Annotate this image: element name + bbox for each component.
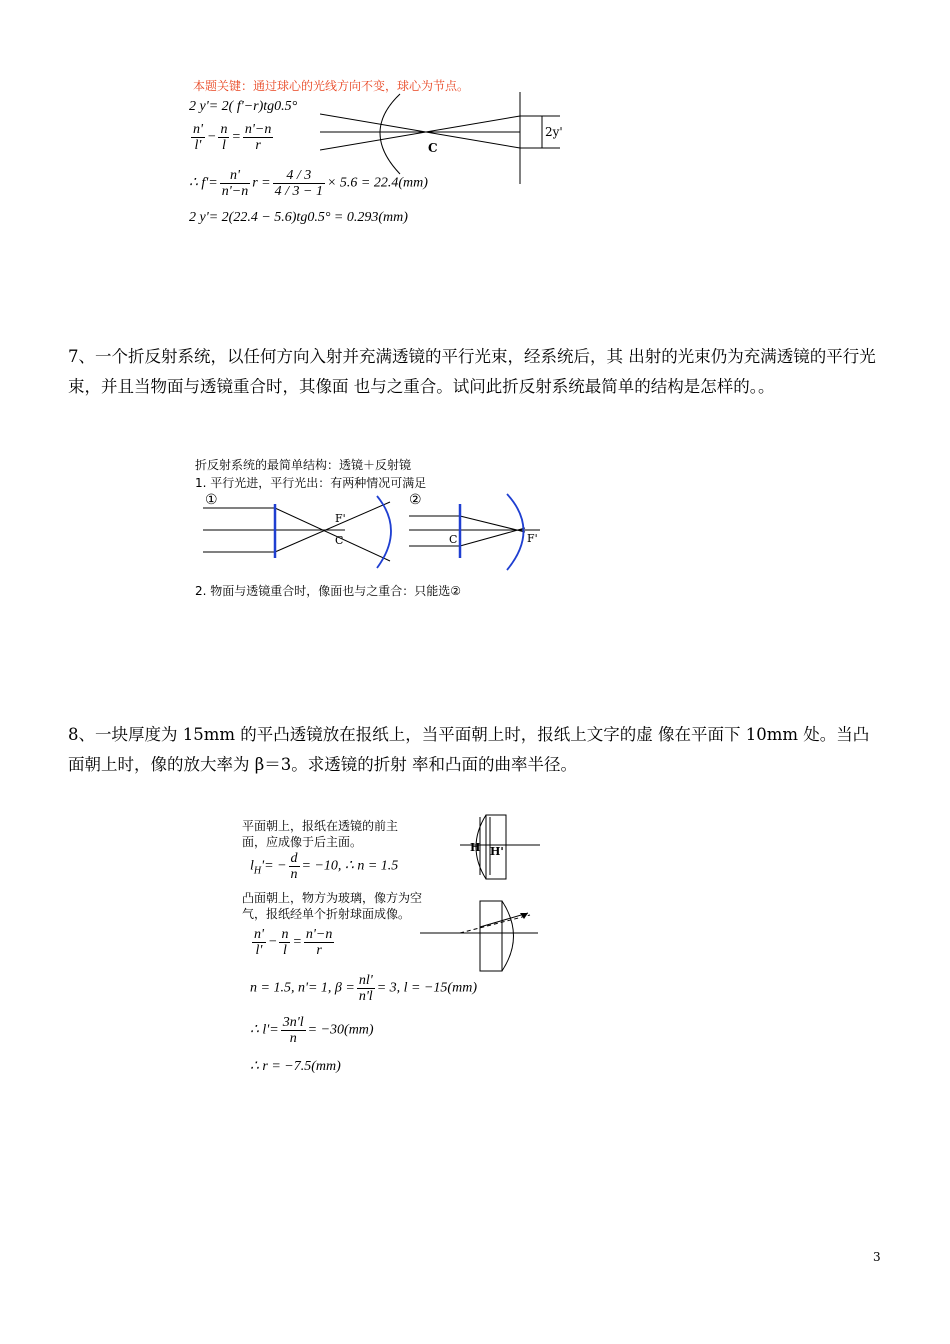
figure-8 bbox=[240, 815, 550, 1085]
fig8-equation-r: ∴ r = −7.5(mm) bbox=[250, 1059, 341, 1074]
fig8-equation-beta: n = 1.5, n'= 1, β = $\frac{nl'}{n'l}$ = 3, l = −15(mm) bbox=[250, 973, 477, 1004]
label-h: H bbox=[470, 841, 481, 854]
lens-diagram-8-top bbox=[460, 811, 550, 883]
ray-diagram-7 bbox=[195, 490, 555, 582]
page-number: 3 bbox=[873, 1250, 881, 1264]
fig8-text1b: 面，应成像于后主面。 bbox=[242, 835, 363, 849]
ray-diagram-6 bbox=[320, 92, 570, 192]
equation-result: 2 y'= 2(22.4 − 5.6)tg0.5° = 0.293(mm) bbox=[189, 210, 408, 225]
mark-1: ① bbox=[205, 492, 218, 508]
question-8: 8、一块厚度为 15mm 的平凸透镜放在报纸上，当平面朝上时，报纸上文字的虚 像在平面下 10mm 处。当凸面朝上时，像的放大率为 β＝3。求透镜的折射 率和凸面的曲率半径。 bbox=[68, 725, 870, 774]
equation-refraction: $\frac{n'}{l'}$ − $\frac{n}{l}$ = $\frac{n'-n}{r}$ bbox=[193, 122, 272, 153]
label-c-left: C bbox=[335, 534, 344, 547]
label-h-prime: H' bbox=[490, 845, 504, 858]
lens-diagram-8-bottom bbox=[420, 897, 545, 975]
question-7: 7、一个折反射系统，以任何方向入射并充满透镜的平行光束，经系统后，其 出射的光束仍为充满透镜的平行光束，并且当物面与透镜重合时，其像面 也与之重合。试问此折反射系统最简单的结构是怎样的。。 bbox=[68, 347, 876, 396]
figure-6 bbox=[185, 72, 585, 242]
equation-2y: 2 y'= 2( f'−r)tg0.5° bbox=[189, 99, 298, 114]
fig7-title: 折反射系统的最简单结构：透镜＋反射镜 bbox=[195, 458, 412, 472]
label-f-left: F' bbox=[335, 512, 346, 525]
label-2y: 2y' bbox=[545, 125, 563, 139]
label-c-right: C bbox=[449, 533, 458, 546]
label-f-right: F' bbox=[527, 532, 538, 545]
fig7-line1: 1. 平行光进，平行光出：有两种情况可满足 bbox=[195, 476, 427, 490]
fig8-equation-refraction: $\frac{n'}{l'}$ − $\frac{n}{l}$ = $\frac{n'-n}{r}$ bbox=[254, 927, 333, 958]
equation-focal: ∴ f'= $\frac{n'}{n'-n}$ r = $\frac{4 / 3}{4 / 3 - 1}$ × 5.6 = 22.4(mm) bbox=[189, 168, 428, 199]
mark-2: ② bbox=[409, 492, 422, 508]
fig8-text2a: 凸面朝上，物方为玻璃，像方为空 bbox=[242, 891, 423, 905]
fig8-text1a: 平面朝上，报纸在透镜的前主 bbox=[242, 819, 399, 833]
figure-7 bbox=[195, 454, 555, 604]
key-note: 本题关键：通过球心的光线方向不变，球心为节点。 bbox=[193, 79, 470, 93]
fig8-equation-lh: $l_H'=$ − $\frac{d}{n}$ = −10, ∴ n = 1.5 bbox=[250, 851, 399, 882]
fig8-equation-l: ∴ l'= $\frac{3n'l}{n}$ = −30(mm) bbox=[250, 1015, 374, 1046]
fig8-text2b: 气，报纸经单个折射球面成像。 bbox=[242, 907, 411, 921]
fig7-line2: 2. 物面与透镜重合时，像面也与之重合：只能选② bbox=[195, 584, 462, 598]
label-c: C bbox=[428, 141, 438, 155]
